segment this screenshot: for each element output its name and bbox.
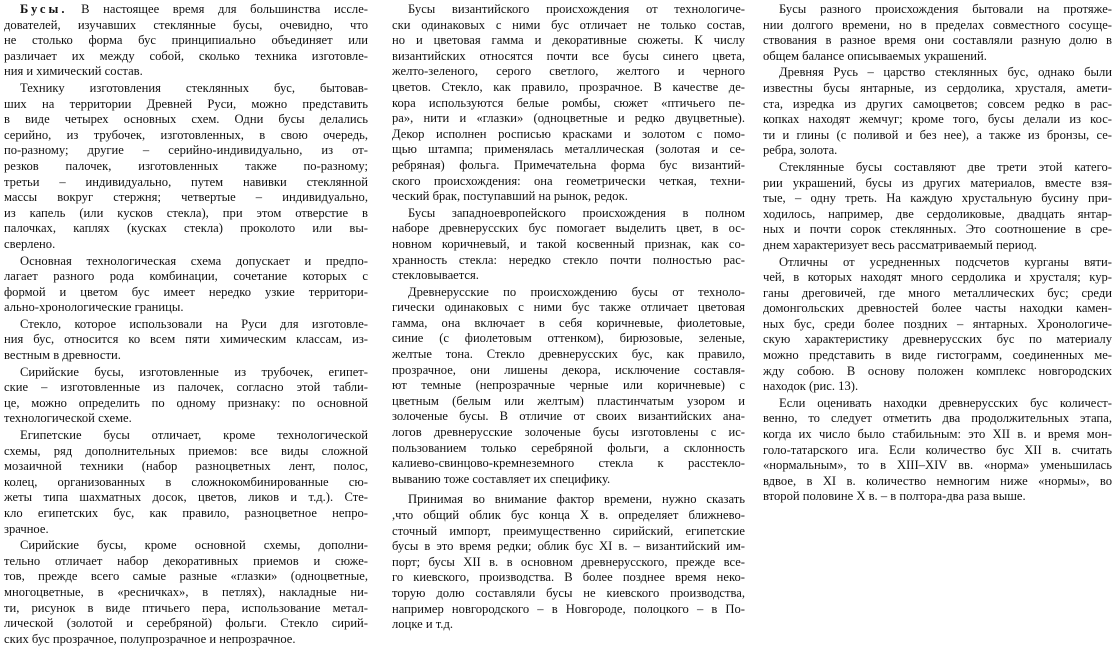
text-line: Стеклянные бусы составляют две трети этой катего- — [779, 159, 1112, 174]
text-line: колец, организованных в сложнокомбинированные сю- — [4, 474, 368, 489]
text-line: чей, в которых находят много сердолика и хрусталя; кур- — [763, 270, 1112, 285]
text-line: дователей, изучавших стеклянные бусы, очевидно, что — [4, 17, 368, 32]
text-line: золоченые бусы. В отличие от своих византийских ана- — [392, 409, 745, 424]
text-line: скую характеристику древнерусских бус по материалу — [763, 332, 1112, 347]
text-line: голо-татарского ига. Если количество бус XII в. считать — [763, 442, 1112, 457]
paragraph — [4, 254, 368, 316]
text-line: Отличны от усредненных подсчетов курганы вяти- — [779, 254, 1112, 269]
text-line: Бусы западноевропейского происхождения в полном — [408, 205, 745, 220]
text-line: цветов. Стекло, как правило, прозрачное. В качестве де- — [392, 79, 745, 94]
text-line: ганы дреговичей, где много металлических бус; среди — [763, 285, 1112, 300]
text-line: хранность стекла: нередко стекло почти полностью рас- — [392, 252, 745, 267]
text-line: кло египетских бус, как правило, разноцветное непро- — [4, 506, 368, 520]
text-line: известны бусы янтарные, из сердолика, хрусталя, амети- — [763, 80, 1112, 95]
text-line: в виде четырех основных схем. Одни бусы делались — [4, 112, 368, 127]
paragraph — [4, 538, 368, 647]
text-line: мозаичной техники (набор разноцветных лент, полос, — [4, 459, 368, 474]
text-line: Сирийские бусы, кроме основной схемы, дополни- — [20, 538, 368, 553]
paragraph — [763, 65, 1112, 159]
text-line: ют темные (непрозрачные черные или коричневые) с — [392, 378, 745, 393]
text-line: венно, то следует отметить два продолжительных этапа, — [763, 411, 1112, 426]
text-line: выванию тоже составляет их специфику. — [392, 471, 611, 486]
text-line: Если оценивать находки древнерусских бус количест- — [779, 395, 1112, 410]
text-line: ных бус, среди более поздних – янтарных. Хронологиче- — [763, 316, 1112, 331]
text-line: желтые тона. Стекло древнерусских бус, как правило, — [392, 347, 745, 362]
text-column-2 — [392, 2, 745, 634]
text-line: жеты типа шахматных досок, цветов, ликов и т.д.). Сте- — [4, 490, 368, 505]
paragraph — [392, 285, 745, 488]
text-line: ально-хронологические границы. — [4, 300, 184, 315]
text-line: Сирийские бусы, изготовленные из трубочек, египет- — [20, 364, 368, 379]
text-line: ния бус, относится ко всем пяти химическим классам, из- — [4, 332, 368, 347]
text-line: можно представить в виде гистограмм, соединенных ме- — [763, 348, 1112, 363]
text-line: различает их между собой, сколько техника изготовле- — [4, 48, 368, 63]
text-line: формой и цветом бус имеет нередко узкие территори- — [4, 284, 368, 299]
text-line: из капель (или кусков стекла), при этом отверстие в — [4, 205, 368, 220]
paragraph — [4, 428, 368, 537]
text-line: резков палочек, изготовленных также по-разному; — [4, 158, 368, 173]
text-line: ,что общий облик бус конца X в. определяет ближнево- — [392, 508, 745, 522]
text-line: цветным (белым или желтым) пластинчатым узором и — [392, 393, 745, 408]
paragraph — [4, 317, 368, 364]
text-line: ствования в разное время они составляли разную долю в — [763, 33, 1112, 48]
text-line: ческий брак, поступавший на рынок, редок. — [392, 189, 628, 204]
text-line: нии долгого времени, но в пределах совместного сосуще- — [763, 17, 1112, 32]
text-line: массы вокруг стержня; четвертые – индивидуально, — [4, 190, 368, 205]
text-column-1 — [4, 2, 368, 648]
text-line: синие (с фиолетовым оттенком), бирюзовые, зеленые, — [392, 331, 745, 346]
text-line: зрачное. — [4, 521, 49, 536]
text-column-3 — [763, 2, 1112, 506]
text-line: Древняя Русь – царство стеклянных бус, однако были — [779, 65, 1112, 80]
text-line: гически одинаковых с ними бус также отличает цветовая — [392, 300, 745, 315]
line-text: В настоящее время для большинства иссле- — [81, 2, 368, 16]
text-line: Бусы византийского происхождения от технологиче- — [408, 2, 745, 16]
paragraph — [763, 2, 1112, 64]
text-line: сточный импорт, преимущественно сирийский, египетские — [392, 523, 745, 538]
text-line: технологической схеме. — [4, 411, 132, 426]
text-line: сверлено. — [4, 236, 56, 251]
text-line: но и цветовая гамма и декоративные сюжеты. К числу — [392, 33, 745, 48]
text-line: желто-зеленого, серого светлого, желтого и черного — [392, 64, 745, 79]
section-lead-term: Бусы. — [20, 2, 68, 16]
text-line: вестным в древности. — [4, 348, 121, 363]
text-line: ских бус прозрачное, полупрозрачное и непрозрачное. — [4, 631, 296, 646]
text-line: Декор исполнен росписью красками и золотом с помо- — [392, 126, 745, 141]
paragraph — [4, 365, 368, 427]
paragraph — [763, 255, 1112, 395]
text-line: лоцке и т.д. — [392, 617, 454, 632]
paragraph — [392, 206, 745, 284]
text-line — [4, 2, 368, 18]
text-line: Стекло, которое использовали на Руси для изготовле- — [20, 316, 368, 331]
text-line: например новгородского – в Новгороде, полоцкого – в По- — [392, 601, 745, 616]
text-line: копках находят жемчуг; кроме того, бусы делали из кос- — [763, 112, 1112, 127]
text-line: гамма, она включает в себя коричневые, фиолетовые, — [392, 315, 745, 330]
text-line: палочках, каплях (кусках стекла) проколото или вы- — [4, 221, 368, 236]
text-line: кора используются белые ромбы, сюжет «птичьего пе- — [392, 95, 745, 110]
text-line: це, можно определить по одному признаку: по основной — [4, 395, 368, 410]
text-line: ребра, золота. — [763, 143, 838, 158]
paragraph — [763, 160, 1112, 254]
paragraph — [392, 2, 745, 205]
text-line: ра», нити и «глазки» (одноцветные и редко двуцветные). — [392, 111, 745, 126]
text-line: Принимая во внимание фактор времени, нужно сказать — [408, 492, 745, 507]
text-line: Бусы разного происхождения бытовали на протяже- — [779, 2, 1112, 16]
paragraph — [4, 2, 368, 80]
text-line: домонгольских древностей более часты находки камен- — [763, 301, 1112, 316]
text-line: Основная технологическая схема допускает и предпо- — [20, 253, 368, 268]
text-line: ших на территории Древней Руси, можно представить — [4, 96, 368, 111]
text-line: ста, изредка из других самоцветов; совсем редко в рас- — [763, 96, 1112, 111]
text-line: ных и почти сорок стеклянных. Это соотношение в сре- — [763, 222, 1112, 237]
text-line: схемы, ряд дополнительных приемов: все виды сложной — [4, 443, 368, 458]
text-line: пользованием только серебряной фольги, а склонность — [392, 440, 745, 455]
text-line: калиево-свинцово-кремнеземного стекла к расстекло- — [392, 456, 745, 471]
text-line: стекловывается. — [392, 268, 479, 283]
text-line: общем балансе описываемых украшений. — [763, 48, 987, 63]
text-line: ходилось, например, две сердоликовые, двадцать янтар- — [763, 206, 1112, 221]
text-line: ния и химический состав. — [4, 64, 143, 79]
text-line: Египетские бусы отличает, кроме технологической — [20, 428, 368, 443]
paragraph — [4, 81, 368, 253]
text-line: по-разному; другие – серийно-индивидуально, из от- — [4, 143, 368, 158]
text-line: жду собою. В основу положен комплекс новгородских — [763, 363, 1112, 378]
text-line: ти, рисунок в виде птичьего пера, использование метал- — [4, 600, 368, 615]
paragraph — [763, 396, 1112, 505]
text-line: щью штампа; применялась металлическая (золотая и се- — [392, 142, 745, 157]
text-line: ские – изготовленные из палочек, согласно этой табли- — [4, 380, 368, 395]
text-line: днем характеризует весь рассматриваемый период. — [763, 237, 1037, 252]
text-line: Технику изготовления стеклянных бус, бытовав- — [20, 80, 368, 95]
text-line: третьи – индивидуально, путем навивки стеклянной — [4, 174, 368, 189]
text-line: ребряная) фольга. Примечательна форма бус византий- — [392, 157, 745, 172]
text-line: тельно отличает набор декоративных приемов и сюже- — [4, 553, 368, 568]
text-line: новном коричневый, и такой косвенный признак, как со- — [392, 236, 745, 251]
text-line: ского происхождения: она геометрически четкая, техни- — [392, 173, 745, 188]
text-line: многоцветные, в «ресничках», в петлях), накладные ни- — [4, 584, 368, 599]
text-line: рии украшений, бусы из других материалов, вместе взя- — [763, 175, 1112, 190]
text-line: лической (золотой и серебряной) фольги. Стекло сирий- — [4, 616, 368, 631]
text-line: «нормальным», то в XIII–XIV вв. «норма» уменьшилась — [763, 458, 1112, 473]
text-line: тые, – одну треть. На каждую хрустальную бусину при- — [763, 191, 1112, 206]
text-line: серийно, из трубочек, изготовленных, в свою очередь, — [4, 127, 368, 142]
text-line: лагает разного рода комбинации, сочетание которых с — [4, 269, 368, 284]
text-line: когда их число было стабильным: это XII в. и время мон- — [763, 427, 1112, 442]
text-line: ски одинаковых с ними бус отличает не только состав, — [392, 17, 745, 32]
text-line: бусы в это время редки; облик бус XI в. – византийский им- — [392, 539, 745, 554]
text-line: ти и глины (с поливой и без нее), а также из бронзы, се- — [763, 127, 1112, 142]
text-line: находок (рис. 13). — [763, 379, 859, 394]
text-line: наборе древнерусских бус помогает выделить цвет, в ос- — [392, 221, 745, 236]
text-line: Древнерусские по происхождению бусы от техноло- — [408, 284, 745, 299]
text-line: порт; бусы XII в. в основном древнерусского, прежде все- — [392, 554, 745, 569]
text-line: второй половине X в. – в полтора-два раза выше. — [763, 489, 1026, 504]
text-line: не столько форма бус принципиально объединяет или — [4, 33, 368, 48]
text-line: тов, прежде всего самые разные «глазки» (одноцветные, — [4, 569, 368, 584]
text-line: византийских относятся почти все бусы синего цвета, — [392, 48, 745, 63]
text-line: вдвое, в XI в. количество немногим ниже «нормы», во — [763, 473, 1112, 488]
text-line: логов древнерусские золоченые бусы изготовлены с ис- — [392, 425, 745, 440]
text-line: торую долю составляли бусы не киевского производства, — [392, 585, 745, 600]
text-line: го киевского, производства. В более позднее время неко- — [392, 570, 745, 585]
text-line: прозрачное, они лишены декора, исключение составля- — [392, 362, 745, 377]
paragraph — [392, 492, 745, 632]
